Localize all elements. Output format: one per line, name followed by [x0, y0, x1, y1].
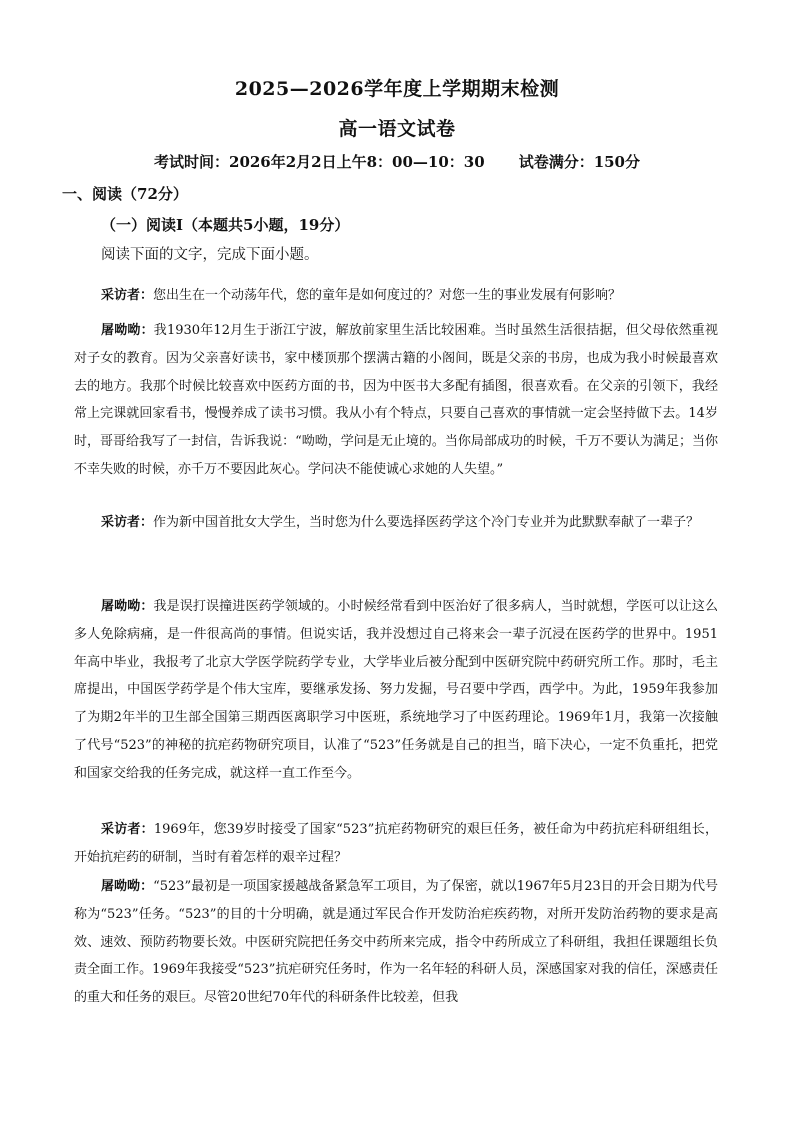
paragraph-text: “523”最初是一项国家援越战备紧急军工项目，为了保密，就以1967年5月23日的开会日期为代号称为“523”任务。“523”的目的十分明确，就是通过军民合作开发防治疟疾药物，对所开发防治药物的要求是高效、速效、预防药物要长效。中医研究院把任务交中药所来完成，指令中药所成立了科研组，我担任课题组长负责全面工作。1969年我接受“523”抗疟研究任务时，作为一名年轻的科研人员，深感国家对我的信任，深感责任的重大和任务的艰巨。尽管20世纪70年代的科研条件比较差，但我 — [74, 879, 718, 1006]
speaker-label: 采访者： — [101, 822, 154, 837]
paragraph-text: 您出生在一个动荡年代，您的童年是如何度过的？对您一生的事业发展有何影响？ — [153, 288, 622, 303]
section-subheading: （一）阅读Ⅰ（本题共5小题，19分） — [101, 216, 350, 234]
interview-question — [74, 509, 718, 537]
speaker-label: 屠呦呦： — [101, 879, 154, 894]
interview-question — [74, 816, 718, 872]
interview-answer — [74, 317, 718, 484]
reading-instruction: 阅读下面的文字，完成下面小题。 — [101, 247, 319, 263]
speaker-label: 采访者： — [101, 515, 154, 530]
interview-answer — [74, 873, 718, 1012]
speaker-label: 采访者： — [101, 288, 154, 303]
interview-answer — [74, 593, 718, 788]
exam-title: 2025—2026学年度上学期期末检测 — [234, 78, 560, 100]
paragraph-text: 我1930年12月生于浙江宁波，解放前家里生活比较困难。当时虽然生活很拮据，但父母依然重视对子女的教育。因为父亲喜好读书，家中楼顶那个摆满古籍的小阁间，既是父亲的书房，也成为我小时候最喜欢去的地方。我那个时候比较喜欢中医药方面的书，因为中医书大多配有插图，很喜欢看。在父亲的引领下，我经常上完课就回家看书，慢慢养成了读书习惯。我从小有个特点，只要自己喜欢的事情就一定会坚持做下去。14岁时，哥哥给我写了一封信，告诉我说：“呦呦，学问是无止境的。当你局部成功的时候，千万不要认为满足；当你不幸失败的时候，亦千万不要因此灰心。学问决不能使诚心求她的人失望。” — [74, 323, 718, 477]
paragraph-text: 1969年，您39岁时接受了国家“523”抗疟药物研究的艰巨任务，被任命为中药抗疟科研组组长，开始抗疟药的研制，当时有着怎样的艰辛过程？ — [74, 822, 718, 865]
section-heading: 一、阅读（72分） — [62, 185, 188, 203]
exam-subtitle: 高一语文试卷 — [338, 118, 456, 140]
interview-question — [74, 282, 718, 310]
exam-time: 考试时间：2026年2月2日上午8：00—10：30 — [154, 153, 485, 171]
exam-info — [0, 151, 794, 172]
full-score: 试卷满分：150分 — [518, 153, 640, 171]
speaker-label: 屠呦呦： — [101, 599, 154, 614]
paragraph-text: 作为新中国首批女大学生，当时您为什么要选择医药学这个冷门专业并为此默默奉献了一辈子？ — [153, 515, 700, 530]
speaker-label: 屠呦呦： — [101, 323, 154, 338]
paragraph-text: 我是误打误撞进医药学领域的。小时候经常看到中医治好了很多病人，当时就想，学医可以让这么多人免除病痛，是一件很高尚的事情。但说实话，我并没想过自己将来会一辈子沉浸在医药学的世界中。1951年高中毕业，我报考了北京大学医学院药学专业，大学毕业后被分配到中医研究院中药研究所工作。那时，毛主席提出，中国医学药学是个伟大宝库，要继承发扬、努力发掘，号召要中学西，西学中。为此，1959年我参加了为期2年半的卫生部全国第三期西医离职学习中医班，系统地学习了中医药理论。1969年1月，我第一次接触了代号“523”的神秘的抗疟药物研究项目，认准了“523”任务就是自己的担当，暗下决心，一定不负重托，把党和国家交给我的任务完成，就这样一直工作至今。 — [74, 599, 718, 781]
